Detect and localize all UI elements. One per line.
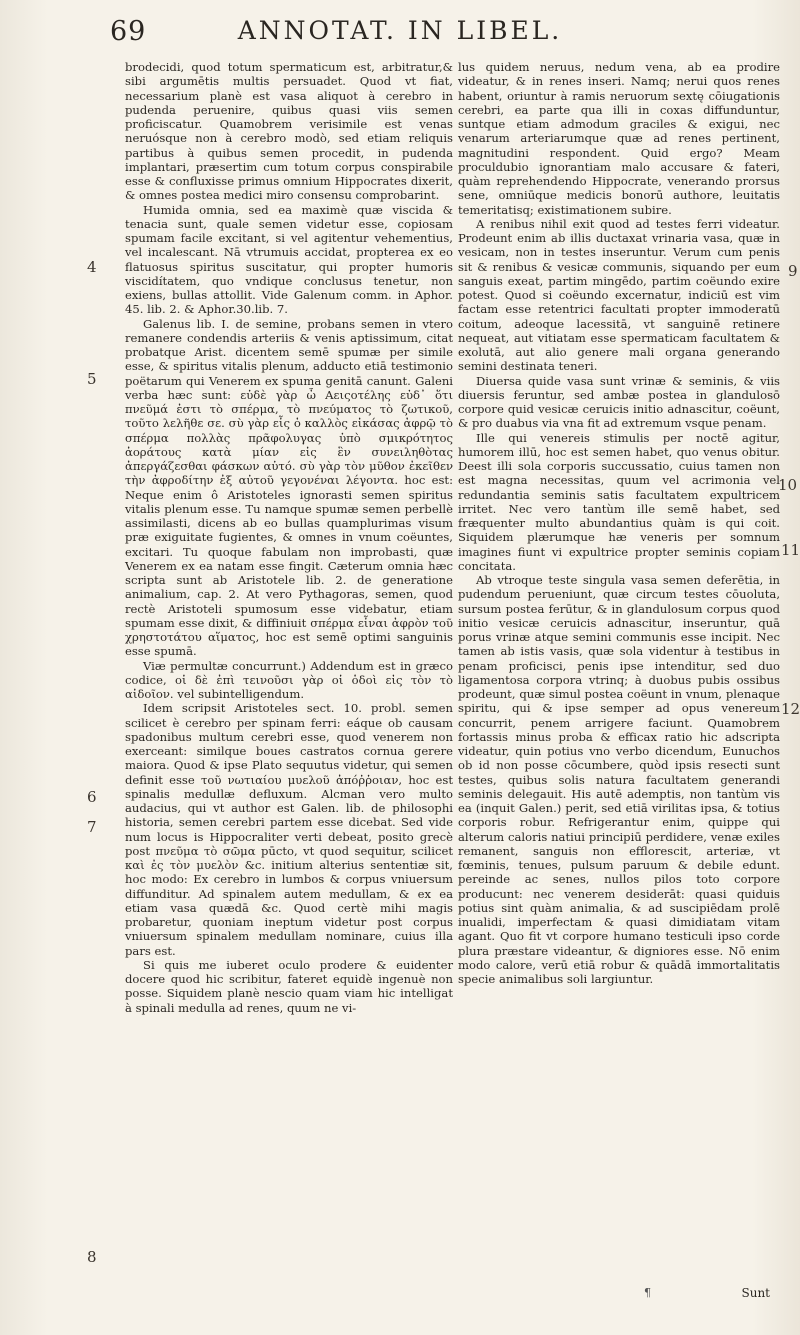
margin-note-number: 4 <box>87 258 97 276</box>
page-header <box>0 14 800 54</box>
margin-note-number: 11 <box>781 541 800 559</box>
paragraph: brodecidi, quod totum spermaticum est, arbitratur,& sibi argumētis multis persuadet. Quod vt fiat, necessarium planè est vasa aliquot à cerebro in pudenda peruenire, quibus quasi viis semen proficiscatur. Quamobrem verisimile est venas neruósque non à cerebro modò, sed etiam reliquis partibus à quibus semen procedit, in pudenda implantari, præsertim cum totum corpus conspirabile esse & confluxisse primus omnium Hippocrates dixerit, & omnes postea medici miro consensu comprobarint. <box>125 60 453 203</box>
paragraph: Ab vtroque teste singula vasa semen deferētia, in pudendum perueniunt, quæ circum testes cōuoluta, sursum postea ferūtur, & in glandulosum corpus quod initio vesicæ ceruicis adnascitur, inseruntur, quā porus vrinæ atque semini communis esse incipit. Nec tamen ab istis vasis, quæ sola videntur à testibus in penam proficisci, penis ipse intenditur, sed duo ligamentosa corpora vtrinq; à duobus pubis ossibus prodeunt, quæ simul postea coëunt in vnum, plenaque spiritu, qui & ipse semper ad opus venereum concurrit, penem arrigere faciunt. Quamobrem fortassis minus proba & efficax ratio hic adscripta videatur, quin potius vno verbo dicendum, Eunuchos ob id non posse cōcumbere, quòd ipsis resecti sunt testes, quibus solis natura facultatem generandi seminis delegauit. His autē ademptis, non tantùm vis ea (inquit Galen.) perit, sed etiā virilitas ipsa, & totius corporis robur. Refrigerantur enim, quippe qui alterum caloris natiui principiū perdidere, venæ exiles remanent, sanguis non efflorescit, arteriæ, vt fœminis, tenues, pulsum paruum & debile edunt. pereinde ac senes, nullos pilos toto corpore producunt: nec venerem desiderāt: quasi quiduis potius sint quàm animalia, & ad suscipiēdam prolē inualidi, imperfectam & quasi dimidiatam vitam agant. Quo fit vt corpore humano testiculi ipso corde plura præstare videantur, & digniores esse. Nō enim modo calore, verū etiā robur & quādā immortalitatis specie animalibus soli largiuntur. <box>458 573 780 986</box>
left-column <box>125 60 453 1015</box>
paragraph: Idem scripsit Aristoteles sect. 10. probl. semen scilicet è cerebro per spinam ferri: eáque ob causam spadonibus multum cerebri esse, quod venerem non exerceant: similque boues castratos cornua gerere maiora. Quod & ipse Plato sequutus videtur, qui semen definit esse τοῦ νωτιαίου μυελοῦ ἀπόῤῥοιαν, hoc est spinalis medullæ defluxum. Alcman vero multo audacius, qui vt author est Galen. lib. de philosophi historia, semen cerebri partem esse dicebat. Sed vide num locus is Hippocraliter verti debeat, posito grecè post πνεῦμα τὸ σῶμα pūcto, vt quod sequitur, scilicet καὶ ἐς τὸν μυελὸν &c. initium alterius sententiæ sit, hoc modo: Ex cerebro in lumbos & corpus vniuersum diffunditur. Ad spinalem autem medullam, & ex ea etiam vasa quædā &c. Quod certè mihi magis probaretur, quoniam ineptum videtur post corpus vniuersum spinalem medullam nominare, cuius illa pars est. <box>125 701 453 958</box>
page-number: 69 <box>110 16 147 47</box>
margin-note-number: 10 <box>778 476 798 494</box>
margin-note-number: 8 <box>87 1248 97 1266</box>
paragraph: Viæ permultæ concurrunt.) Addendum est in græco codice, οἱ δὲ ἐπὶ τεινοῦσι γὰρ οἱ ὁδοὶ εἰς τὸν τὸ αἰδοῖον. vel subintelligendum. <box>125 658 453 701</box>
margin-note-number: 12 <box>781 700 800 718</box>
running-head: ANNOTAT. IN LIBEL. <box>237 16 563 45</box>
paragraph: Si quis me iuberet oculo prodere & euidenter docere quod hic scribitur, fateret equidè ingenuè non posse. Siquidem planè nescio quam viam hic intelligat à spinali medulla ad renes, quum ne vi- <box>125 957 453 1015</box>
catchword: Sunt <box>741 1286 770 1300</box>
margin-note-number: 7 <box>87 818 97 836</box>
paragraph: Ille qui venereis stimulis per noctē agitur, humorem illū, hoc est semen habet, quo venus obitur. Deest illi sola corporis succussatio, cuius tamen non est magna necessitas, quum vel acrimonia vel redundantia seminis satis facultatem expultricem irritet. Nec vero tantùm ille semē habet, sed fræquenter multo abundantius quàm is qui coit. Siquidem plærumque hæ veneris per somnum imagines fiunt vi expultrice propter seminis copiam concitata. <box>458 430 780 573</box>
paragraph: Humida omnia, sed ea maximè quæ viscida & tenacia sunt, quale semen videtur esse, copiosam spumam facile excitant, si vel agitentur vehementius, vel incalescant. Nā vtrumuis accidat, propterea ex eo flatuosus spiritus suscitatur, qui propter humoris viscidítatem, quo vndique conclusus tenetur, non exiens, bullas attollit. Vide Galenum comm. in Aphor. 45. lib. 2. & Aphor.30.lib. 7. <box>125 202 453 317</box>
page-footer <box>458 1286 780 1306</box>
right-column <box>458 60 780 986</box>
paragraph: A renibus nihil exit quod ad testes ferri videatur. Prodeunt enim ab illis ductaxat vrinaria vasa, quæ in vesicam, non in testes inseruntur. Verum cum penis sit & renibus & vesicæ communis, siquando per eum sanguis exeat, partim mingēdo, partim coëundo exire potest. Quod si coëundo excernatur, indiciū est vim factam esse retentrici facultati propter immoderatū coitum, adeoque lacessitā, vt sanguinē retinere nequeat, aut vitiatam esse spermaticam facultatem & exolutā, aut alio genere mali organa generando semini destinata teneri. <box>458 216 780 374</box>
signature-mark: ¶ <box>644 1286 651 1299</box>
margin-note-number: 6 <box>87 788 97 806</box>
paragraph: Galenus lib. I. de semine, probans semen in vtero remanere condendis arteriis & venis aptissimum, citat probatque Arist. dicentem semē spumæ per simile esse, & spiritus vitalis plenum, adducto etiā testimonio poëtarum qui Venerem ex spuma genitā canunt. Galeni verba hæc sunt: εὐδὲ γὰρ ὦ Αειςοτέλης εὐδ᾽ ὅτι πνεῦμά ἐστι τὸ σπέρμα, τὸ πνεύματος τὸ ζωτικοῦ, τοῦτο λελῆθε σε. σὺ γὰρ εἶς ὁ καλλὸς εἰκάσας ἀφρῷ τὸ σπέρμα πολλὰς πρᾶφολυγας ὑπὸ σμικρότητος ἀοράτους κατὰ μίαν εἰς ἓν συνειληθὸτας ἀπεργάζεσθαι φάσκων αὐτό. σὺ γὰρ τὸν μῦθον ἐκεῖθεν τὴν ἀφροδίτην ἐξ αὐτοῦ γεγονέναι λέγοντα. hoc est: Neque enim ô Aristoteles ignorasti semen spiritus vitalis plenum esse. Tu namque spumæ semen perbellè assimilasti, dicens ab eo bullas quamplurimas visum præ exiguitate fugientes, & omnes in vnum coëuntes, excitari. Tu quoque fabulam non improbasti, quæ Venerem ex ea natam esse fingit. Cæterum omnia hæc scripta sunt ab Aristotele lib. 2. de generatione animalium, cap. 2. At vero Pythagoras, semen, quod rectè Aristoteli spumosum esse videbatur, etiam spumam esse dixit, & diffiniuit σπέρμα εἶναι ἀφρὸν τοῦ χρηστοτάτου αἵματος, hoc est semē optimi sanguinis esse spumā. <box>125 316 453 659</box>
margin-note-number: 9 <box>788 262 798 280</box>
paragraph: Diuersa quide vasa sunt vrinæ & seminis, & viis diuersis feruntur, sed ambæ postea in glandulosō corpore quid vesicæ ceruicis initio adnascitur, coëunt, & pro duabus via vna fit ad extremum vsque penam. <box>458 373 780 431</box>
margin-note-number: 5 <box>87 370 97 388</box>
paragraph: lus quidem neruus, nedum vena, ab ea prodire videatur, & in renes inseri. Namq; nerui quos renes habent, oriuntur à ramis neruorum sextę cōiugationis cerebri, ea parte qua illi in coxas diffunduntur, suntque etiam admodum graciles & exigui, nec venarum arteriarumque quæ ad renes pertinent, magnitudini respondent. Quid ergo? Meam proculdubio ignorantiam malo accusare & fateri, quàm reprehendendo Hippocrate, venerando prorsus sene, omniūque medicis bonorū authore, leuitatis temeritatisq; existimationem subire. <box>458 60 780 217</box>
